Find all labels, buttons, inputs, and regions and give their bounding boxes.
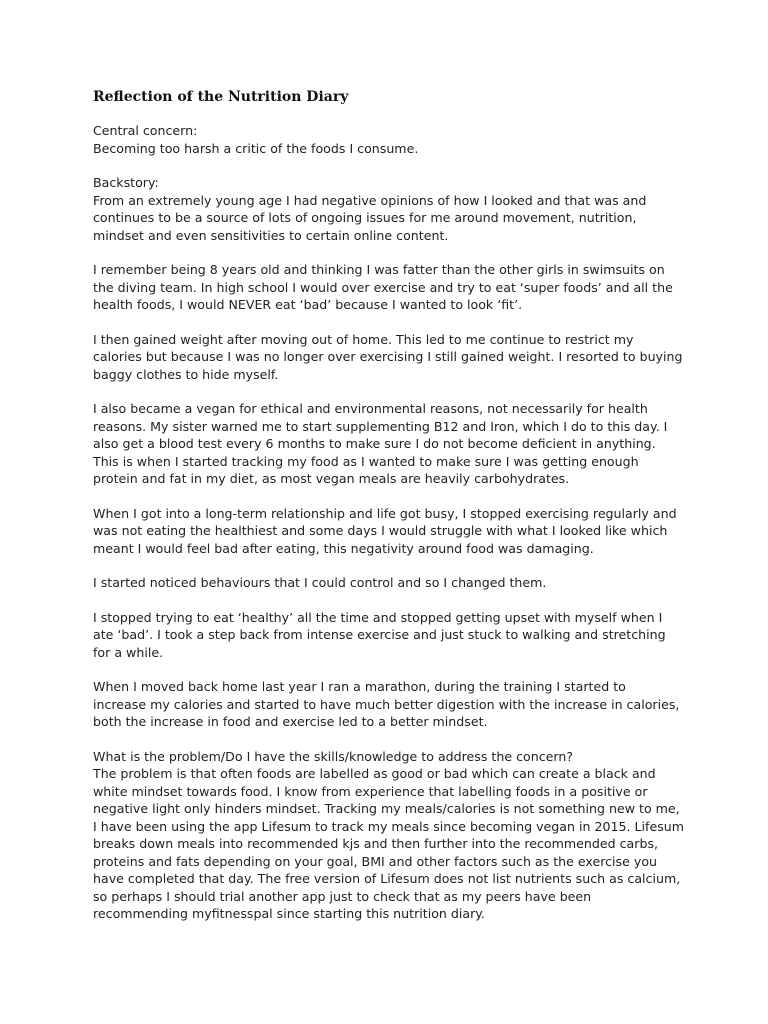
document-title: Reflection of the Nutrition Diary xyxy=(93,89,349,105)
text-line: continues to be a source of lots of ongoing issues for me around movement, nutrition, xyxy=(93,210,637,225)
document-body xyxy=(93,88,683,940)
text-line: From an extremely young age I had negative opinions of how I looked and that was and xyxy=(93,192,647,208)
text-line: have completed that day. The free version of Lifesum does not list nutrients such as calcium, xyxy=(93,871,681,886)
text-line: was not eating the healthiest and some days I would struggle with what I looked like which xyxy=(93,523,668,538)
text-line: What is the problem/Do I have the skills/knowledge to address the concern? xyxy=(93,748,574,764)
paragraph xyxy=(93,174,683,244)
text-line: I remember being 8 years old and thinking I was fatter than the other girls in swimsuits on xyxy=(93,262,665,277)
text-line: I also became a vegan for ethical and environmental reasons, not necessarily for health xyxy=(93,401,648,416)
paragraph xyxy=(93,261,683,314)
text-line: also get a blood test every 6 months to make sure I do not become deficient in anything. xyxy=(93,436,656,451)
paragraph xyxy=(93,400,683,488)
paragraph xyxy=(93,122,683,157)
text-line: reasons. My sister warned me to start supplementing B12 and Iron, which I do to this day. I xyxy=(93,418,668,434)
text-line: ate ‘bad’. I took a step back from intense exercise and just stuck to walking and stretching xyxy=(93,627,666,642)
text-line: so perhaps I should trial another app just to check that as my peers have been xyxy=(93,888,592,904)
paragraph xyxy=(93,678,683,731)
text-line: This is when I started tracking my food as I wanted to make sure I was getting enough xyxy=(93,453,639,469)
text-line: for a while. xyxy=(93,644,164,660)
text-line: health foods, I would NEVER eat ‘bad’ because I wanted to look ‘fit’. xyxy=(93,297,523,312)
paragraph xyxy=(93,748,683,923)
paragraph xyxy=(93,574,683,592)
text-line: Becoming too harsh a critic of the foods I consume. xyxy=(93,140,419,156)
text-line: both the increase in food and exercise led to a better mindset. xyxy=(93,714,488,729)
text-line: calories but because I was no longer over exercising I still gained weight. I resorted to buying xyxy=(93,349,683,364)
text-line: mindset and even sensitivities to certain online content. xyxy=(93,227,449,243)
paragraph xyxy=(93,609,683,662)
document-sections xyxy=(93,122,683,923)
text-line: increase my calories and started to have much better digestion with the increase in calories, xyxy=(93,696,680,712)
text-line: proteins and fats depending on your goal, BMI and other factors such as the exercise you xyxy=(93,853,658,869)
text-line: breaks down meals into recommended kjs and then further into the recommended carbs, xyxy=(93,836,659,851)
text-line: white mindset towards food. I know from experience that labelling foods in a positive or xyxy=(93,783,648,799)
text-line: Central concern: xyxy=(93,123,198,138)
text-line: I then gained weight after moving out of home. This led to me continue to restrict my xyxy=(93,331,634,347)
text-line: When I moved back home last year I ran a marathon, during the training I started to xyxy=(93,679,626,694)
text-line: meant I would feel bad after eating, this negativity around food was damaging. xyxy=(93,540,594,556)
text-line: I have been using the app Lifesum to track my meals since becoming vegan in 2015. Lifesum xyxy=(93,818,685,834)
text-line: I stopped trying to eat ‘healthy’ all the time and stopped getting upset with myself when I xyxy=(93,609,663,625)
text-line: protein and fat in my diet, as most vegan meals are heavily carbohydrates. xyxy=(93,471,570,486)
paragraph xyxy=(93,331,683,384)
text-line: baggy clothes to hide myself. xyxy=(93,366,279,382)
text-line: the diving team. In high school I would over exercise and try to eat ‘super foods’ and all the xyxy=(93,279,673,295)
text-line: Backstory: xyxy=(93,175,159,190)
text-line: I started noticed behaviours that I could control and so I changed them. xyxy=(93,575,547,590)
text-line: recommending myfitnesspal since starting this nutrition diary. xyxy=(93,906,485,921)
text-line: The problem is that often foods are labelled as good or bad which can create a black and xyxy=(93,766,656,781)
paragraph xyxy=(93,505,683,558)
text-line: negative light only hinders mindset. Tracking my meals/calories is not something new to me, xyxy=(93,801,680,816)
text-line: When I got into a long-term relationship and life got busy, I stopped exercising regularly and xyxy=(93,505,677,521)
